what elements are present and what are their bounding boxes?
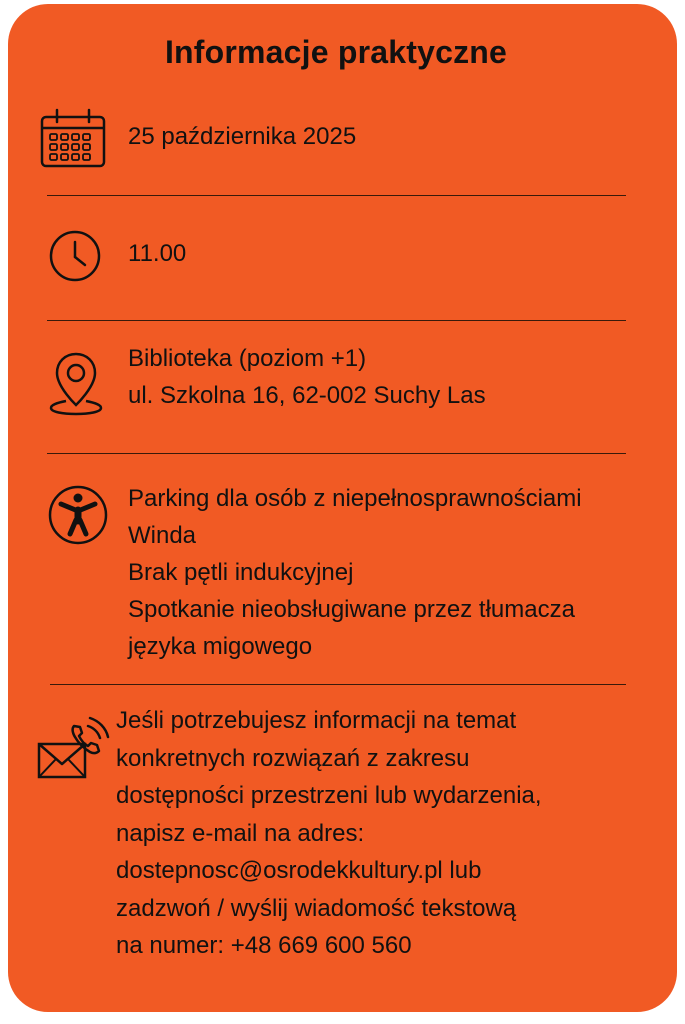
divider <box>47 453 626 454</box>
accessibility-item: języka migowego <box>128 633 313 660</box>
accessibility-item: Parking dla osób z niepełnosprawnościami <box>128 485 582 512</box>
calendar-icon <box>40 108 106 168</box>
location-venue: Biblioteka (poziom +1) <box>128 345 367 372</box>
info-card <box>8 4 677 1012</box>
contact-line: napisz e-mail na adres: <box>116 819 365 847</box>
event-time-text: 11.00 <box>128 240 187 267</box>
location-address: ul. Szkolna 16, 62-002 Suchy Las <box>128 382 486 409</box>
divider <box>47 195 626 196</box>
contact-line: zadzwoń / wyślij wiadomość tekstową <box>116 894 517 922</box>
event-date <box>128 118 356 155</box>
contact-phone-line: na numer: +48 669 600 560 <box>116 932 412 959</box>
accessibility-info <box>128 480 582 665</box>
event-location <box>128 340 486 414</box>
location-pin-icon <box>48 350 104 416</box>
clock-icon <box>48 229 102 283</box>
accessibility-item: Brak pętli indukcyjnej <box>128 559 354 586</box>
divider <box>50 684 626 685</box>
card-title: Informacje praktyczne <box>164 34 508 70</box>
event-date-text: 25 października 2025 <box>128 123 357 150</box>
envelope-phone-icon <box>36 712 118 782</box>
contact-line: dostępności przestrzeni lub wydarzenia, <box>116 782 542 809</box>
accessibility-icon <box>47 484 109 546</box>
contact-email-line: dostepnosc@osrodekkultury.pl lub <box>116 857 482 884</box>
contact-line: Jeśli potrzebujesz informacji na temat <box>116 707 517 734</box>
accessibility-item: Spotkanie nieobsługiwane przez tłumacza <box>128 596 575 623</box>
contact-info <box>116 702 542 965</box>
accessibility-item: Winda <box>128 522 197 549</box>
contact-line: konkretnych rozwiązań z zakresu <box>116 744 470 772</box>
event-time <box>128 235 186 272</box>
divider <box>47 320 626 321</box>
